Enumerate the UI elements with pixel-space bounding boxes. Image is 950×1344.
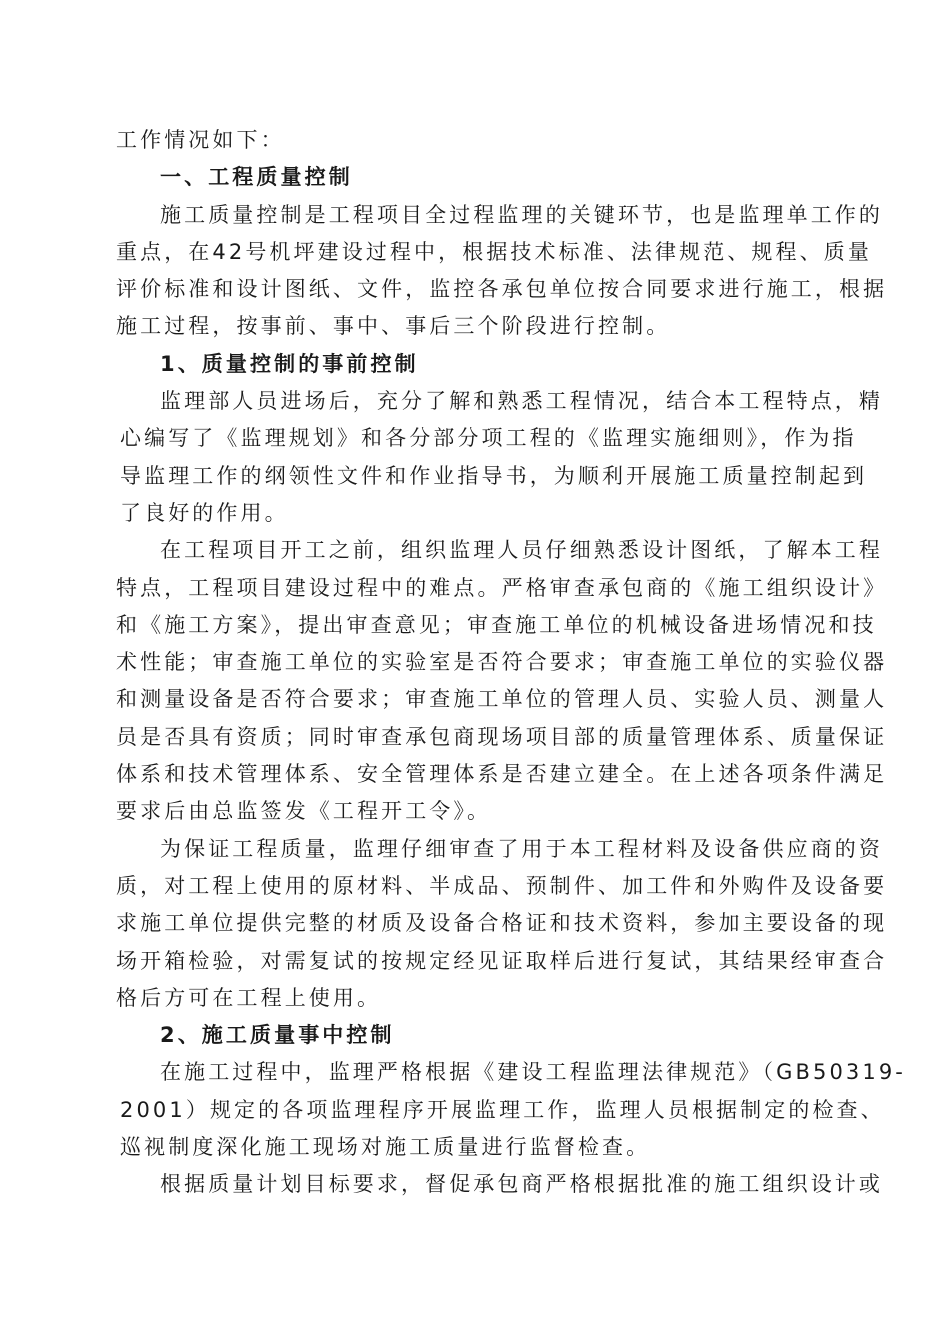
paragraph-line: 和测量设备是否符合要求；审查施工单位的管理人员、实验人员、测量人 bbox=[116, 687, 888, 712]
subsection-heading: 2、施工质量事中控制 bbox=[160, 1023, 395, 1048]
paragraph-line: 重点，在42号机坪建设过程中，根据技术标准、法律规范、规程、质量 bbox=[116, 239, 872, 264]
paragraph-line: 质，对工程上使用的原材料、半成品、预制件、加工件和外购件及设备要 bbox=[116, 873, 888, 898]
paragraph-line: 求施工单位提供完整的材质及设备合格证和技术资料，参加主要设备的现 bbox=[116, 911, 888, 936]
paragraph-line: 巡视制度深化施工现场对施工质量进行监督检查。 bbox=[120, 1135, 651, 1160]
subsection-heading: 1、质量控制的事前控制 bbox=[160, 351, 419, 376]
paragraph-line: 评价标准和设计图纸、文件，监控各承包单位按合同要求进行施工，根据 bbox=[116, 277, 888, 302]
paragraph-line: 格后方可在工程上使用。 bbox=[116, 985, 382, 1010]
paragraph-line: 在工程项目开工之前，组织监理人员仔细熟悉设计图纸，了解本工程 bbox=[160, 538, 883, 563]
paragraph-line: 导监理工作的纲领性文件和作业指导书，为顺利开展施工质量控制起到 bbox=[120, 463, 868, 488]
paragraph-line: 心编写了《监理规划》和各分部分项工程的《监理实施细则》，作为指 bbox=[120, 426, 857, 451]
paragraph-line: 要求后由总监签发《工程开工令》。 bbox=[116, 799, 492, 824]
paragraph-line: 特点，工程项目建设过程中的难点。严格审查承包商的《施工组织设计》 bbox=[116, 575, 888, 600]
paragraph-line: 施工过程，按事前、事中、事后三个阶段进行控制。 bbox=[116, 314, 671, 339]
paragraph-line: 和《施工方案》，提出审查意见；审查施工单位的机械设备进场情况和技 bbox=[116, 612, 877, 637]
document-page bbox=[116, 122, 906, 1204]
paragraph-line: 了良好的作用。 bbox=[120, 500, 289, 525]
paragraph-line: 2001）规定的各项监理程序开展监理工作，监理人员根据制定的检查、 bbox=[120, 1097, 885, 1122]
paragraph-line: 施工质量控制是工程项目全过程监理的关键环节，也是监理单工作的 bbox=[160, 202, 883, 227]
paragraph-line: 为保证工程质量，监理仔细审查了用于本工程材料及设备供应商的资 bbox=[160, 836, 883, 861]
paragraph-line: 根据质量计划目标要求，督促承包商严格根据批准的施工组织设计或 bbox=[160, 1172, 883, 1197]
paragraph-line: 体系和技术管理体系、安全管理体系是否建立建全。在上述各项条件满足 bbox=[116, 762, 888, 787]
paragraph-line: 在施工过程中，监理严格根据《建设工程监理法律规范》（GB50319- bbox=[160, 1060, 906, 1085]
paragraph-line: 员是否具有资质；同时审查承包商现场项目部的质量管理体系、质量保证 bbox=[116, 724, 888, 749]
paragraph-line: 术性能；审查施工单位的实验室是否符合要求；审查施工单位的实验仪器 bbox=[116, 650, 888, 675]
section-heading: 一、工程质量控制 bbox=[160, 165, 353, 190]
paragraph-line: 监理部人员进场后，充分了解和熟悉工程情况，结合本工程特点，精 bbox=[160, 389, 883, 414]
text-line: 工作情况如下： bbox=[116, 128, 285, 152]
paragraph-line: 场开箱检验，对需复试的按规定经见证取样后进行复试，其结果经审查合 bbox=[116, 948, 888, 973]
